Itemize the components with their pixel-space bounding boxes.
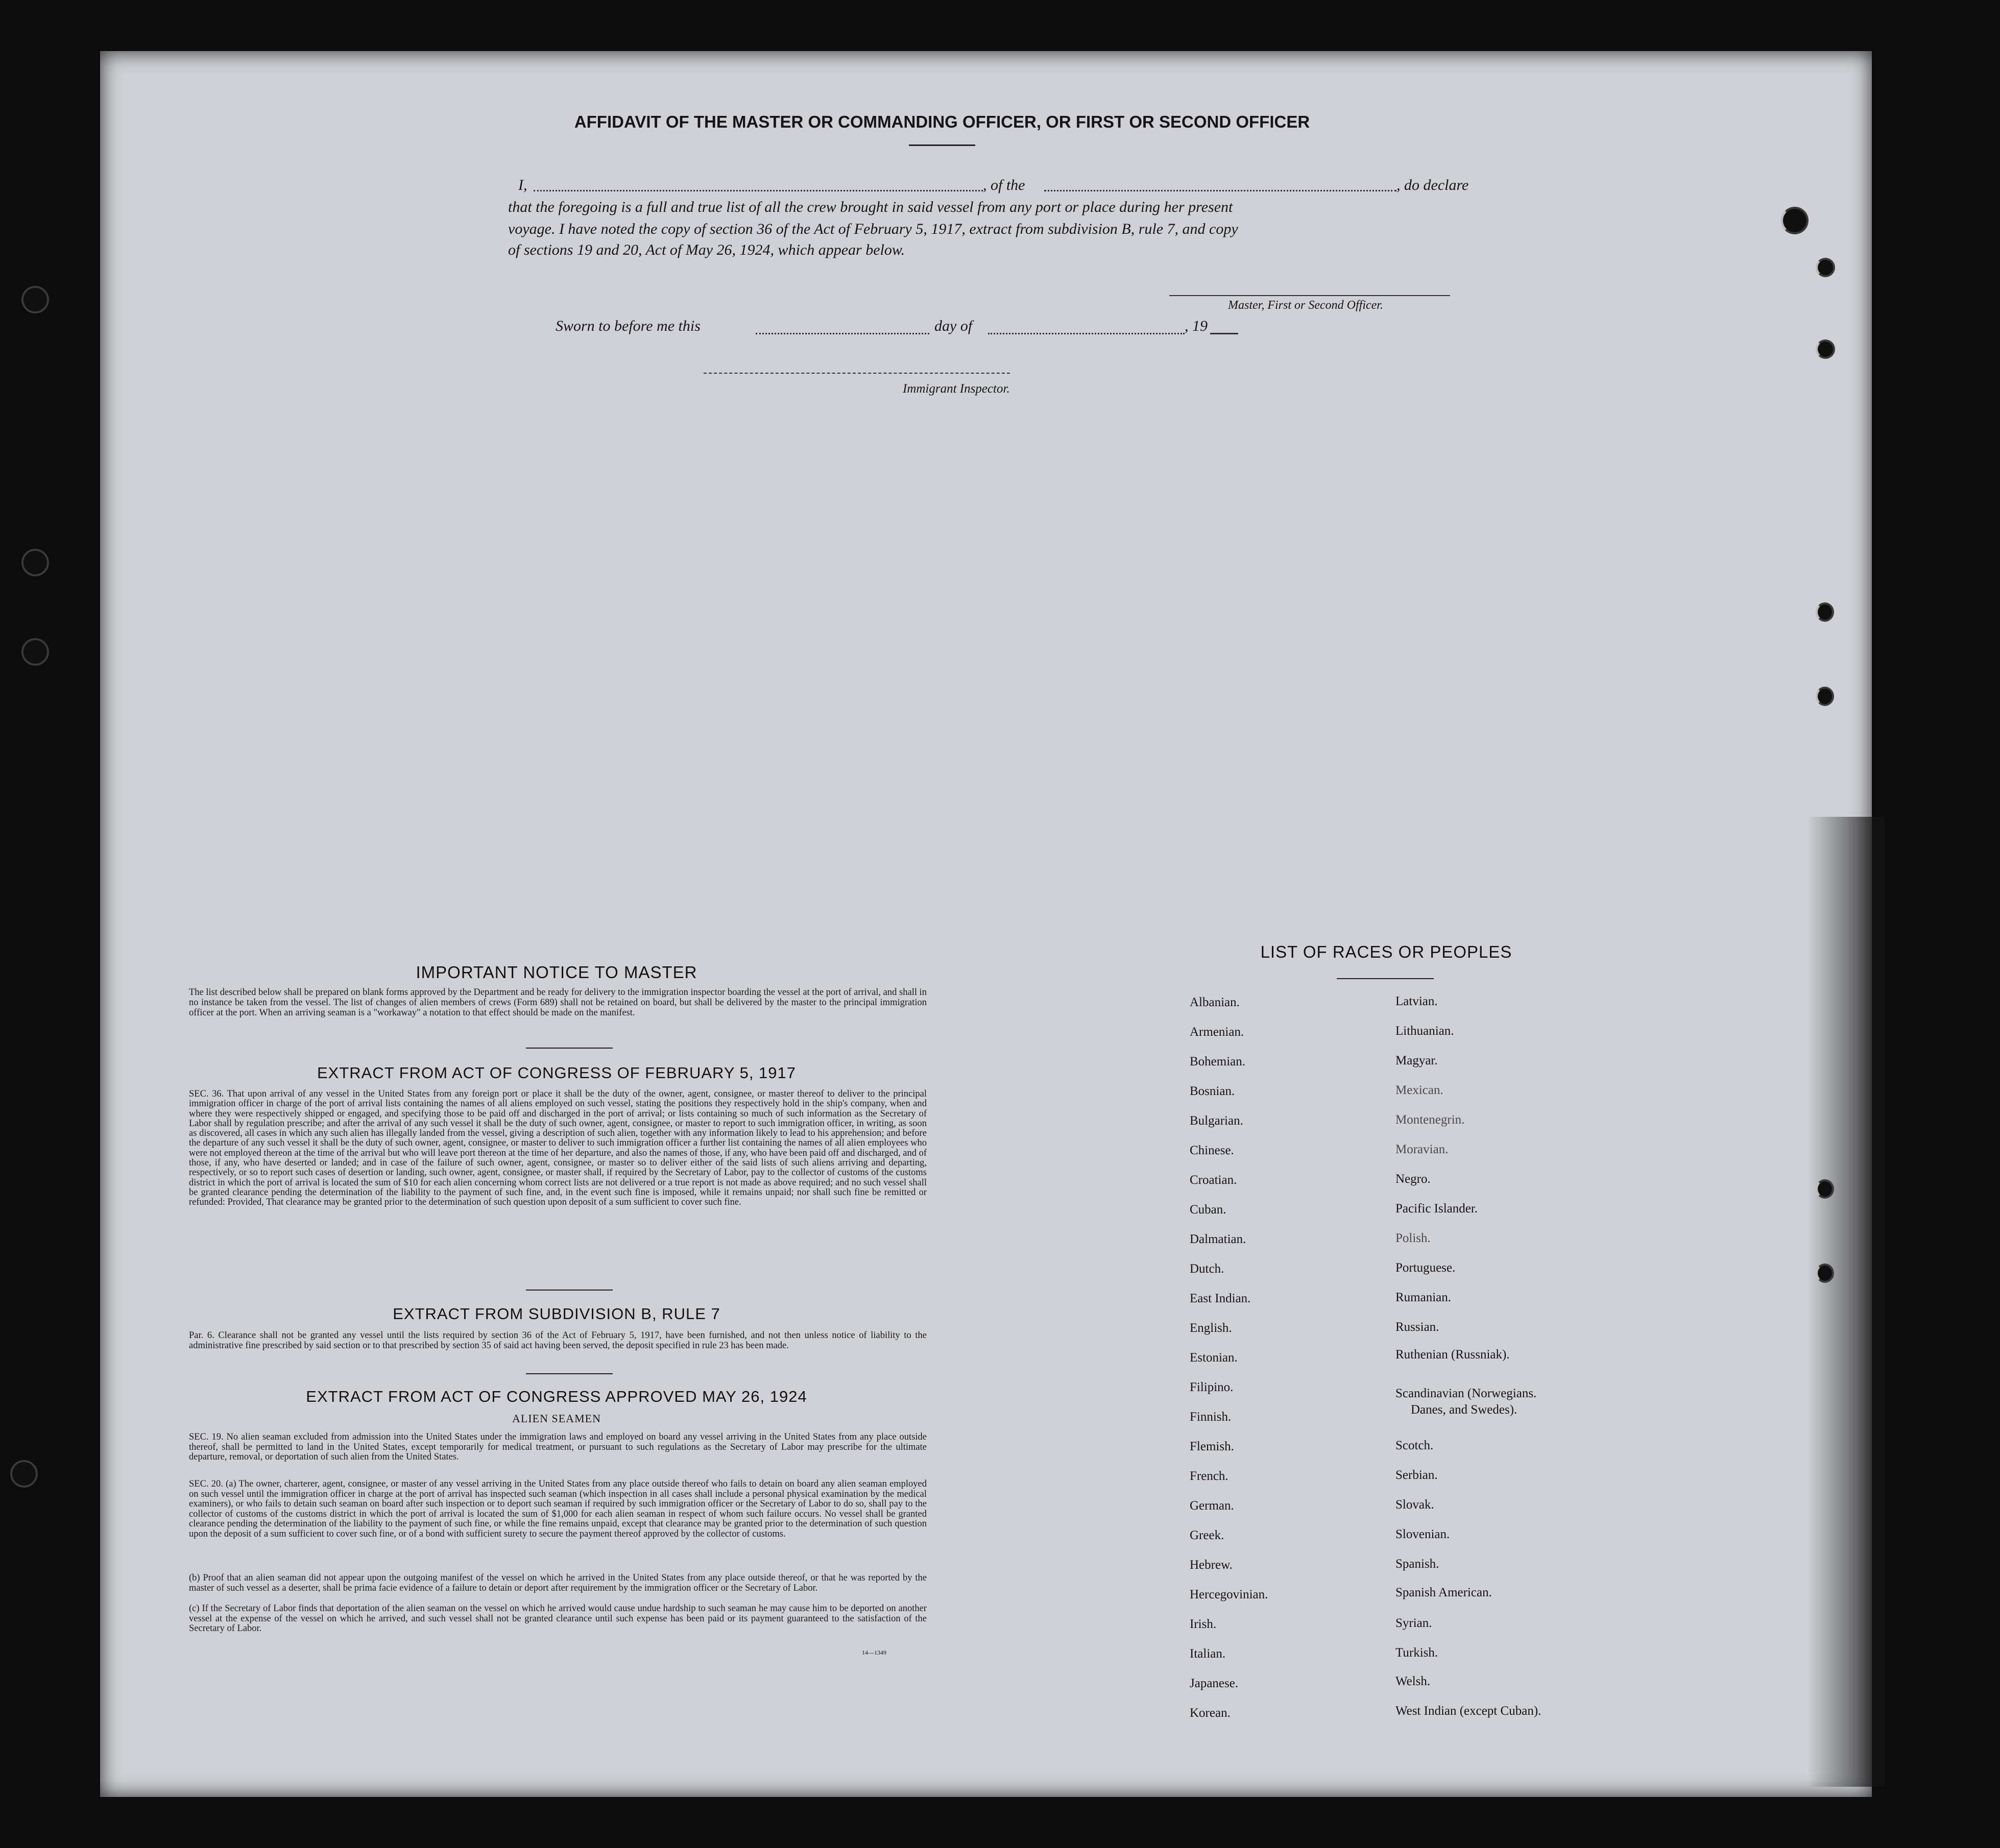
race-item: Rumanian. <box>1395 1291 1452 1304</box>
race-item: Pacific Islander. <box>1395 1202 1478 1215</box>
race-item: Spanish American. <box>1395 1586 1492 1599</box>
race-item: Turkish. <box>1395 1646 1438 1660</box>
race-item: Ruthenian (Russniak). <box>1395 1348 1510 1361</box>
declaration-line-1: that the foregoing is a full and true list of all the crew brought in said vessel from any port or place during her present <box>508 199 1233 215</box>
race-item: Serbian. <box>1395 1468 1438 1482</box>
race-item: Hercegovinian. <box>1190 1588 1268 1601</box>
form-number: 14—1349 <box>862 1649 886 1656</box>
notice-title: IMPORTANT NOTICE TO MASTER <box>416 963 697 982</box>
race-item: Hebrew. <box>1190 1558 1233 1572</box>
declaration-line-3: of sections 19 and 20, Act of May 26, 1924, which appear below. <box>508 241 905 258</box>
race-item: Bosnian. <box>1190 1084 1235 1098</box>
race-item: Portuguese. <box>1395 1261 1456 1275</box>
punch-hole <box>1816 1263 1834 1283</box>
races-title-underline <box>1337 978 1434 979</box>
sec-19-body: SEC. 19. No alien seaman excluded from admission into the United States under the immigration laws and employed on board any vessel arriving in the United States from any place outside thereof, shall be permitted to land in the United States, except temporarily for medical treatment, or pursuant to such regulations as the Secretary of Labor may prescribe for the ultimate departure, removal, or deportation of such alien from the United States. <box>189 1432 927 1463</box>
race-item: Latvian. <box>1395 994 1438 1008</box>
punch-hole <box>1816 687 1834 706</box>
race-item: Albanian. <box>1190 995 1240 1009</box>
sworn-month-field[interactable] <box>988 333 1185 334</box>
race-item: French. <box>1190 1469 1228 1483</box>
race-item: Korean. <box>1190 1706 1231 1720</box>
race-item: Mexican. <box>1395 1083 1443 1097</box>
race-item: Danes, and Swedes). <box>1411 1403 1517 1417</box>
page-edge-shadow <box>1808 817 1884 1787</box>
race-item: Bohemian. <box>1190 1055 1246 1068</box>
race-item: Dalmatian. <box>1190 1232 1246 1246</box>
inspector-caption: Immigrant Inspector. <box>903 382 1010 396</box>
extract-1917-title: EXTRACT FROM ACT OF CONGRESS OF FEBRUARY 5, 1917 <box>317 1064 797 1082</box>
race-item: Slovenian. <box>1395 1527 1450 1541</box>
race-item: Syrian. <box>1395 1616 1432 1630</box>
race-item: West Indian (except Cuban). <box>1395 1704 1541 1718</box>
race-item: Croatian. <box>1190 1173 1237 1187</box>
race-item: Montenegrin. <box>1395 1113 1465 1127</box>
race-item: Armenian. <box>1190 1025 1244 1039</box>
notice-body: The list described below shall be prepared on blank forms approved by the Department and be ready for delivery to the immigration inspector boarding the vessel at the port of arrival, and shall in no instance be taken from the vessel. The list of changes of alien members of crews (Form 689) shall not be retained on board, but shall be delivered by the master to the principal immigration officer at the port. When an arriving seaman is a "workaway" a notation to that effect should be made on the manifest. <box>189 987 927 1018</box>
punch-hole <box>1816 339 1835 359</box>
punch-hole <box>21 638 49 666</box>
punch-hole <box>1816 258 1835 277</box>
race-item: Lithuanian. <box>1395 1024 1454 1038</box>
race-item: Magyar. <box>1395 1054 1438 1067</box>
extract-rule7-title: EXTRACT FROM SUBDIVISION B, RULE 7 <box>393 1305 720 1323</box>
punch-hole <box>1781 207 1809 234</box>
declaration-line-2: voyage. I have noted the copy of section 36 of the Act of February 5, 1917, extract from subdivision B, rule 7, and copy <box>508 221 1238 237</box>
sec-20a-body: SEC. 20. (a) The owner, charterer, agent, consignee, or master of any vessel arriving in the United States from any place outside thereof who fails to detain on board any alien seaman employed on such vessel until the immigration officer in charge at the port of arrival has inspected such seaman (which inspection in all cases shall include a personal physical examination by the medical examiners), or who fails to detain such seaman on board after such inspection or to deport such seaman if required by such immigration officer or the Secretary of Labor to do so, shall pay to the collector of customs of the customs district in which the port of arrival is located the sum of $1,000 for each alien seaman in respect of whom such failure occurs. No vessel shall be granted clearance pending the determination of the liability to the payment of such fine, or while the fine remains unpaid, except that clearance may be granted prior to the determination of such question upon the deposit of a sum sufficient to cover such fine, or of a bond with sufficient surety to secure the payment thereof approved by the collector of customs. <box>189 1479 927 1539</box>
race-item: Japanese. <box>1190 1676 1239 1690</box>
officer-signature-caption: Master, First or Second Officer. <box>1228 299 1383 312</box>
affidavit-title: AFFIDAVIT OF THE MASTER OR COMMANDING OFFICER, OR FIRST OR SECOND OFFICER <box>574 112 1310 131</box>
race-item: Bulgarian. <box>1190 1114 1243 1128</box>
sworn-year-field[interactable] <box>1210 333 1238 334</box>
day-of-label: day of <box>934 318 973 334</box>
of-the-label: , of the <box>983 177 1025 193</box>
punch-hole <box>10 1460 38 1488</box>
race-item: English. <box>1190 1321 1232 1335</box>
punch-hole <box>1816 602 1834 622</box>
race-item: East Indian. <box>1190 1292 1251 1305</box>
section-divider <box>526 1048 613 1049</box>
race-item: Moravian. <box>1395 1142 1449 1156</box>
race-item: Negro. <box>1395 1172 1431 1186</box>
race-item: Italian. <box>1190 1647 1226 1661</box>
punch-hole <box>1816 1179 1834 1199</box>
year-label: , 19 <box>1185 318 1208 334</box>
declarant-label: I, <box>518 177 527 193</box>
race-item: Scotch. <box>1395 1439 1434 1452</box>
race-item: Polish. <box>1395 1231 1431 1245</box>
section-divider <box>526 1373 613 1374</box>
declarant-name-field[interactable] <box>534 190 983 191</box>
sworn-day-field[interactable] <box>756 333 929 334</box>
officer-signature-field[interactable] <box>1169 295 1450 296</box>
alien-seamen-subtitle: ALIEN SEAMEN <box>512 1412 601 1425</box>
sec-20c-body: (c) If the Secretary of Labor finds that deportation of the alien seaman on the vessel on which he arrived would cause undue hardship to such seaman he may cause him to be deported on another vessel at the expense of the vessel on which he arrived, and such vessel shall not be granted clearance until such expense has been paid or its payment guaranteed to the satisfaction of the Secretary of Labor. <box>189 1603 927 1634</box>
title-underline <box>909 144 975 146</box>
race-item: Irish. <box>1190 1617 1217 1631</box>
section-divider <box>526 1290 613 1291</box>
sec-20b-body: (b) Proof that an alien seaman did not appear upon the outgoing manifest of the vessel on which he arrived in the United States from any place outside thereof, or that he was reported by the master of such vessel as a deserter, shall be prima facie evidence of a failure to detain or deport after requirement by the immigration officer or the Secretary of Labor. <box>189 1573 927 1593</box>
race-item: Estonian. <box>1190 1351 1238 1365</box>
vessel-name-field[interactable] <box>1044 190 1396 191</box>
race-item: Chinese. <box>1190 1144 1234 1157</box>
extract-1917-body: SEC. 36. That upon arrival of any vessel in the United States from any foreign port or place it shall be the duty of the owner, agent, consignee, or master thereof to deliver to the principal immigration officer in charge of the port of arrival lists containing the names of all aliens employed on such vessel, stating the positions they respectively hold in the ship's company, when and where they were respectively shipped or engaged, and specifying those to be paid off and discharged in the port of arrival; or lists containing so much of such information as the Secretary of Labor shall by regulation prescribe; and after the arrival of any such vessel it shall be the duty of such owner, agent, consignee, or master to report to such immigration officer, in writing, as soon as discovered, all cases in which any such alien has illegally landed from the vessel, giving a description of such alien, together with any information likely to lead to his apprehension; and before the departure of any such vessel it shall be the duty of such owner, agent, consignee, or master to deliver to such immigration officer a further list containing the names of all alien employees who were not employed thereon at the time of the arrival but who will leave port thereon at the time of her departure, and also the names of those, if any, who have been paid off and discharged, and of those, if any, who have deserted or landed; and in case of the failure of such owner, agent, consignee, or master so to deliver either of the said lists of such aliens arriving and departing, respectively, or so to report such cases of desertion or landing, such owner, agent, consignee, or master shall, if required by the Secretary of Labor, pay to the collector of customs of the customs district in which the port of arrival is located the sum of $10 for each alien concerning whom correct lists are not delivered or a true report is not made as above required; and no such vessel shall be granted clearance pending the determination of the liability to the payment of such fine, and, in the event such fine is imposed, while it remains unpaid; nor shall such fine be remitted or refunded: Provided, That clearance may be granted prior to the determination of such question upon deposit of a sum sufficient to cover such fine. <box>189 1089 927 1208</box>
race-item: Greek. <box>1190 1528 1224 1542</box>
race-item: German. <box>1190 1499 1234 1513</box>
race-item: Filipino. <box>1190 1380 1234 1394</box>
extract-rule7-body: Par. 6. Clearance shall not be granted any vessel until the lists required by section 36 of the Act of February 5, 1917, have been furnished, and not then unless notice of liability to the administrative fine prescribed by said section or to that prescribed by section 35 of said act having been served, the deposit specified in rule 23 has been made. <box>189 1330 927 1351</box>
race-item: Scandinavian (Norwegians. <box>1395 1387 1537 1400</box>
extract-1924-title: EXTRACT FROM ACT OF CONGRESS APPROVED MAY 26, 1924 <box>306 1388 807 1405</box>
race-item: Dutch. <box>1190 1262 1224 1276</box>
race-item: Flemish. <box>1190 1440 1234 1453</box>
race-item: Spanish. <box>1395 1557 1439 1571</box>
race-item: Russian. <box>1395 1320 1439 1334</box>
do-declare-label: , do declare <box>1396 177 1469 193</box>
race-item: Slovak. <box>1395 1498 1434 1512</box>
inspector-signature-field[interactable] <box>704 373 1010 374</box>
punch-hole <box>21 549 49 576</box>
race-item: Finnish. <box>1190 1410 1232 1424</box>
races-title: LIST OF RACES OR PEOPLES <box>1260 942 1512 961</box>
race-item: Welsh. <box>1395 1674 1431 1688</box>
punch-hole <box>21 286 49 313</box>
race-item: Cuban. <box>1190 1203 1226 1217</box>
sworn-label: Sworn to before me this <box>556 318 701 334</box>
